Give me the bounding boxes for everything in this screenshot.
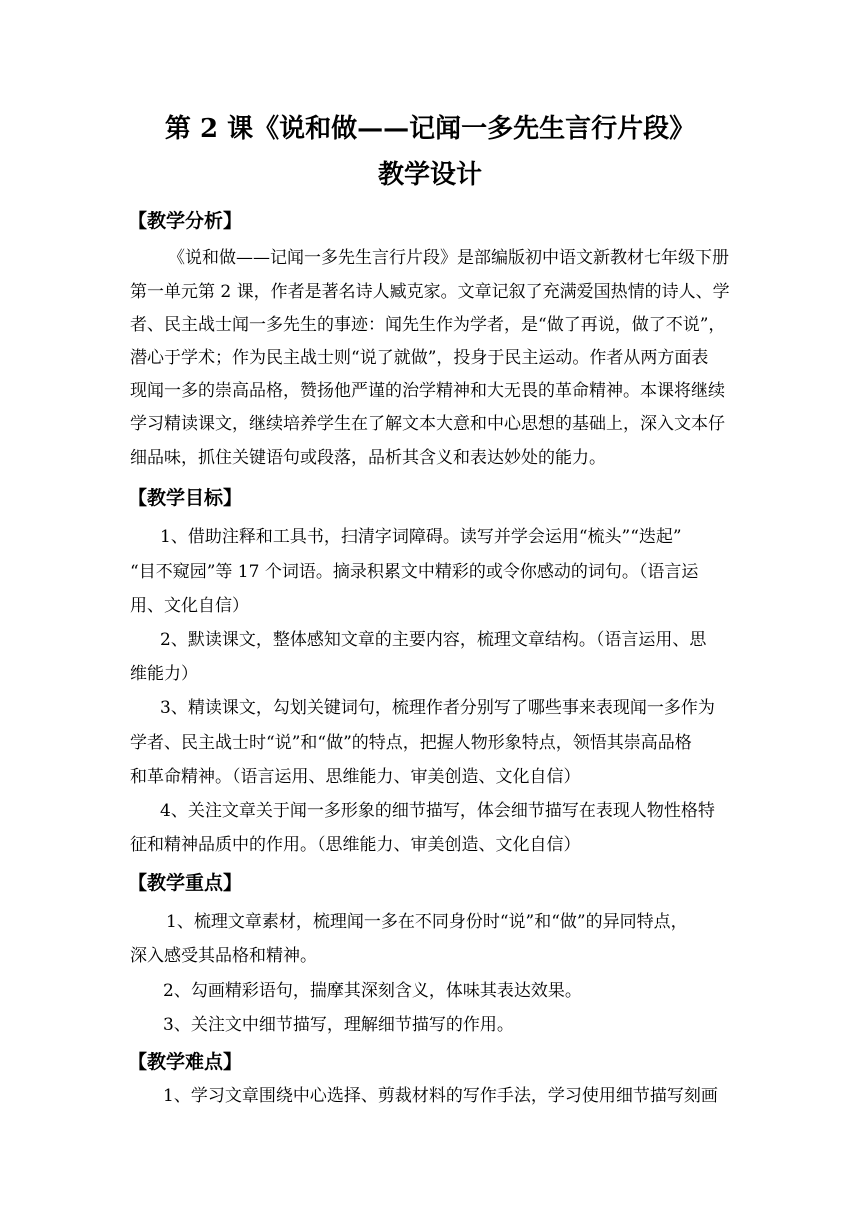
section-heading-analysis: 【教学分析】 bbox=[128, 210, 243, 232]
paragraph-line: 《说和做——记闻一多先生言行片段》是部编版初中语文新教材七年级下册 bbox=[168, 248, 729, 268]
paragraph-line: 者、民主战士闻一多先生的事迹：闻先生作为学者，是“做了再说，做了不说”， bbox=[130, 315, 726, 335]
paragraph-line: 征和精神品质中的作用。（思维能力、审美创造、文化自信） bbox=[130, 835, 581, 855]
document-subtitle: 教学设计 bbox=[377, 160, 482, 190]
section-heading-key-points: 【教学重点】 bbox=[128, 872, 243, 894]
paragraph-line: “目不窥园”等 17 个词语。摘录积累文中精彩的或令你感动的词句。（语言运 bbox=[130, 562, 699, 582]
document-title: 第 2 课《说和做——记闻一多先生言行片段》 bbox=[164, 114, 696, 144]
paragraph-line: 细品味，抓住关键语句或段落，品析其含义和表达妙处的能力。 bbox=[130, 448, 606, 468]
paragraph-line: 用、文化自信） bbox=[130, 596, 249, 616]
paragraph-line: 2、默读课文，整体感知文章的主要内容，梳理文章结构。（语言运用、思 bbox=[160, 630, 707, 650]
paragraph-line: 3、关注文中细节描写，理解细节描写的作用。 bbox=[163, 1015, 514, 1035]
paragraph-line: 1、学习文章围绕中心选择、剪裁材料的写作手法，学习使用细节描写刻画 bbox=[163, 1086, 718, 1106]
section-heading-goals: 【教学目标】 bbox=[128, 487, 243, 509]
paragraph-line: 和革命精神。（语言运用、思维能力、审美创造、文化自信） bbox=[130, 767, 581, 787]
paragraph-line: 1、借助注释和工具书，扫清字词障碍。读写并学会运用“梳头”“迭起” bbox=[160, 527, 682, 547]
paragraph-line: 3、精读课文，勾划关键词句，梳理作者分别写了哪些事来表现闻一多作为 bbox=[160, 698, 715, 718]
paragraph-line: 维能力） bbox=[130, 664, 198, 684]
section-heading-difficulties: 【教学难点】 bbox=[128, 1051, 243, 1073]
paragraph-line: 潜心于学术；作为民主战士则“说了就做”，投身于民主运动。作者从两方面表 bbox=[130, 348, 709, 368]
paragraph-line: 2、勾画精彩语句，揣摩其深刻含义，体味其表达效果。 bbox=[163, 981, 582, 1001]
paragraph-line: 学者、民主战士时“说”和“做”的特点，把握人物形象特点，领悟其崇高品格 bbox=[130, 733, 692, 753]
paragraph-line: 深入感受其品格和精神。 bbox=[130, 946, 317, 966]
paragraph-line: 现闻一多的崇高品格，赞扬他严谨的治学精神和大无畏的革命精神。本课将继续 bbox=[130, 381, 725, 401]
paragraph-line: 1、梳理文章素材，梳理闻一多在不同身份时“说”和“做”的异同特点， bbox=[166, 912, 688, 932]
paragraph-line: 4、关注文章关于闻一多形象的细节描写，体会细节描写在表现人物性格特 bbox=[160, 801, 715, 821]
paragraph-line: 学习精读课文，继续培养学生在了解文本大意和中心思想的基础上，深入文本仔 bbox=[130, 414, 725, 434]
paragraph-line: 第一单元第 2 课，作者是著名诗人臧克家。文章记叙了充满爱国热情的诗人、学 bbox=[130, 282, 730, 302]
